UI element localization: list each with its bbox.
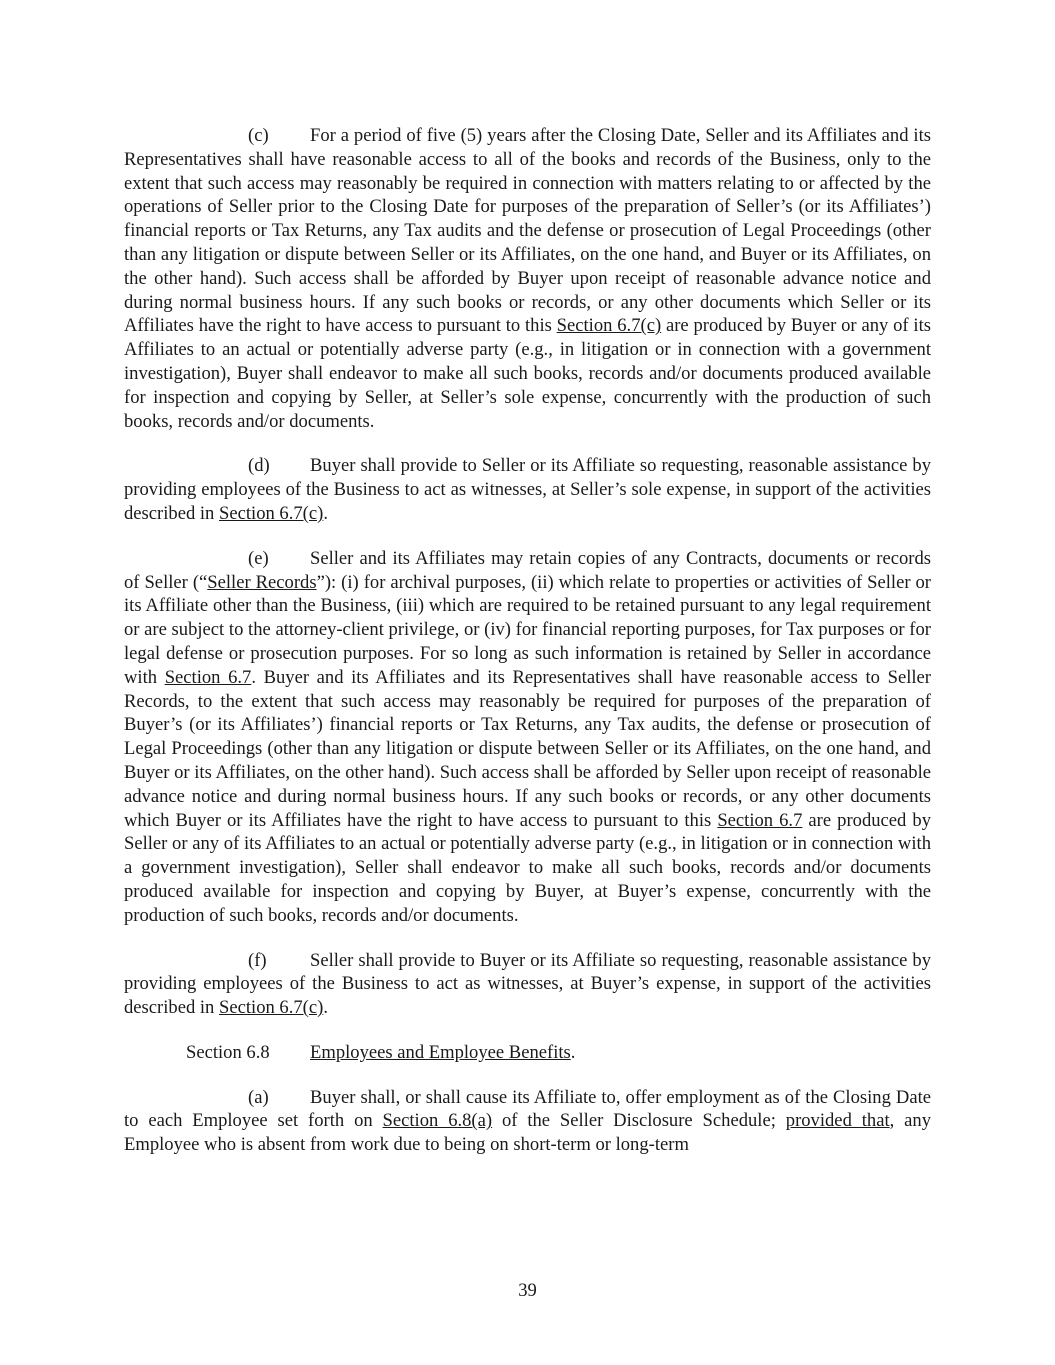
section-title-punctuation: . (570, 1041, 576, 1063)
paragraph-text: are produced by Buyer or any of its Affiliates to an actual or potentially adverse party (e.g., in litigation or in connection with a government investigation), Buyer shall endeavor to make all such books, records and/or documents produced available for inspection and copying by Seller, at Seller’s sole expense, concurrently with the production of such books, records and/or documents. (124, 315, 931, 432)
paragraph-c (124, 124, 931, 433)
paragraph-number: (e) (248, 547, 269, 569)
cross-reference: Section 6.7(c) (556, 315, 662, 337)
cross-reference: Section 6.7 (717, 809, 803, 831)
cross-reference: Section 6.7(c) (219, 502, 324, 524)
cross-reference: Section 6.7 (164, 666, 252, 688)
paragraph-text: For a period of five (5) years after the Closing Date, Seller and its Affiliates and its Representatives shall have reasonable access to all of the books and records of the Business, only to the extent that such access may reasonably be required in connection with matters relating to or affected by the operations of Seller prior to the Closing Date for purposes of the preparation of Seller’s (or its Affiliates’) financial reports or Tax Returns, any Tax audits and the defense or prosecution of Legal Proceedings (other than any litigation or dispute between Seller or its Affiliates, on the one hand, and Buyer or its Affiliates, on the other hand). Such access shall be afforded by Buyer upon receipt of reasonable advance notice and during normal business hours. If any such books or records, or any other documents which Seller or its Affiliates have the right to have access to pursuant to this (124, 125, 931, 337)
paragraph-text: Seller shall provide to Buyer or its Affiliate so requesting, reasonable assistance by providing employees of the Business to act as witnesses, at Buyer’s expense, in support of the activities described in (124, 949, 931, 1019)
paragraph-text: Buyer shall provide to Seller or its Affiliate so requesting, reasonable assistance by providing employees of the Business to act as witnesses, at Seller’s sole expense, in support of the activities described in (124, 455, 931, 524)
paragraph-d (124, 454, 931, 525)
paragraph-number: (d) (248, 455, 270, 477)
cross-reference: Section 6.7(c) (219, 997, 324, 1019)
paragraph-text: . (323, 997, 328, 1019)
section-title: Employees and Employee Benefits (310, 1041, 571, 1063)
document-page (124, 124, 931, 1178)
paragraph-text: of the Seller Disclosure Schedule; (492, 1110, 786, 1132)
paragraph-number: (f) (248, 949, 267, 971)
section-number: Section 6.8 (186, 1041, 270, 1063)
paragraph-text: ”): (i) for archival purposes, (ii) which relate to properties or activities of Seller or its Affiliate other than the Business, (iii) which are required to be retained pursuant to any legal requirement or are subject to the attorney-client privilege, or (iv) for financial reporting purposes, for Tax purposes or for legal defense or prosecution purposes. For so long as such information is retained by Seller in accordance with (124, 571, 932, 688)
defined-term: provided that (785, 1110, 890, 1132)
paragraph-text: , any Employee who is absent from work due to being on short-term or long-term (124, 1110, 931, 1156)
page-number: 39 (518, 1280, 537, 1301)
paragraph-text: . (323, 502, 328, 524)
paragraph-number: (a) (248, 1086, 269, 1108)
paragraph-text: are produced by Seller or any of its Affiliates to an actual or potentially adverse party (e.g., in litigation or in connection with a government investigation), Seller shall endeavor to make all such books, records and/or documents produced available for inspection and copying by Buyer, at Buyer’s expense, concurrently with the production of such books, records and/or documents. (124, 809, 931, 926)
paragraph-f (124, 949, 931, 1020)
defined-term: Seller Records (207, 571, 317, 593)
paragraph-a (124, 1086, 931, 1157)
paragraph-text: Buyer shall, or shall cause its Affiliate to, offer employment as of the Closing Date to each Employee set forth on (124, 1086, 931, 1132)
cross-reference: Section 6.8(a) (382, 1110, 493, 1132)
section-heading (186, 1041, 931, 1065)
paragraph-e (124, 547, 931, 928)
paragraph-number: (c) (248, 125, 269, 146)
paragraph-text: Seller and its Affiliates may retain copies of any Contracts, documents or records of Seller (“ (124, 547, 931, 593)
paragraph-text: . Buyer and its Affiliates and its Representatives shall have reasonable access to Seller Records, to the extent that such access may reasonably be required for purposes of the preparation of Buyer’s (or its Affiliates’) financial reports or Tax Returns, any Tax audits, the defense or prosecution of Legal Proceedings (other than any litigation or dispute between Seller or its Affiliates, on the one hand, and Buyer or its Affiliates, on the other hand). Such access shall be afforded by Seller upon receipt of reasonable advance notice and during normal business hours. If any such books or records, or any other documents which Buyer or its Affiliates have the right to have access to pursuant to this (124, 666, 931, 831)
